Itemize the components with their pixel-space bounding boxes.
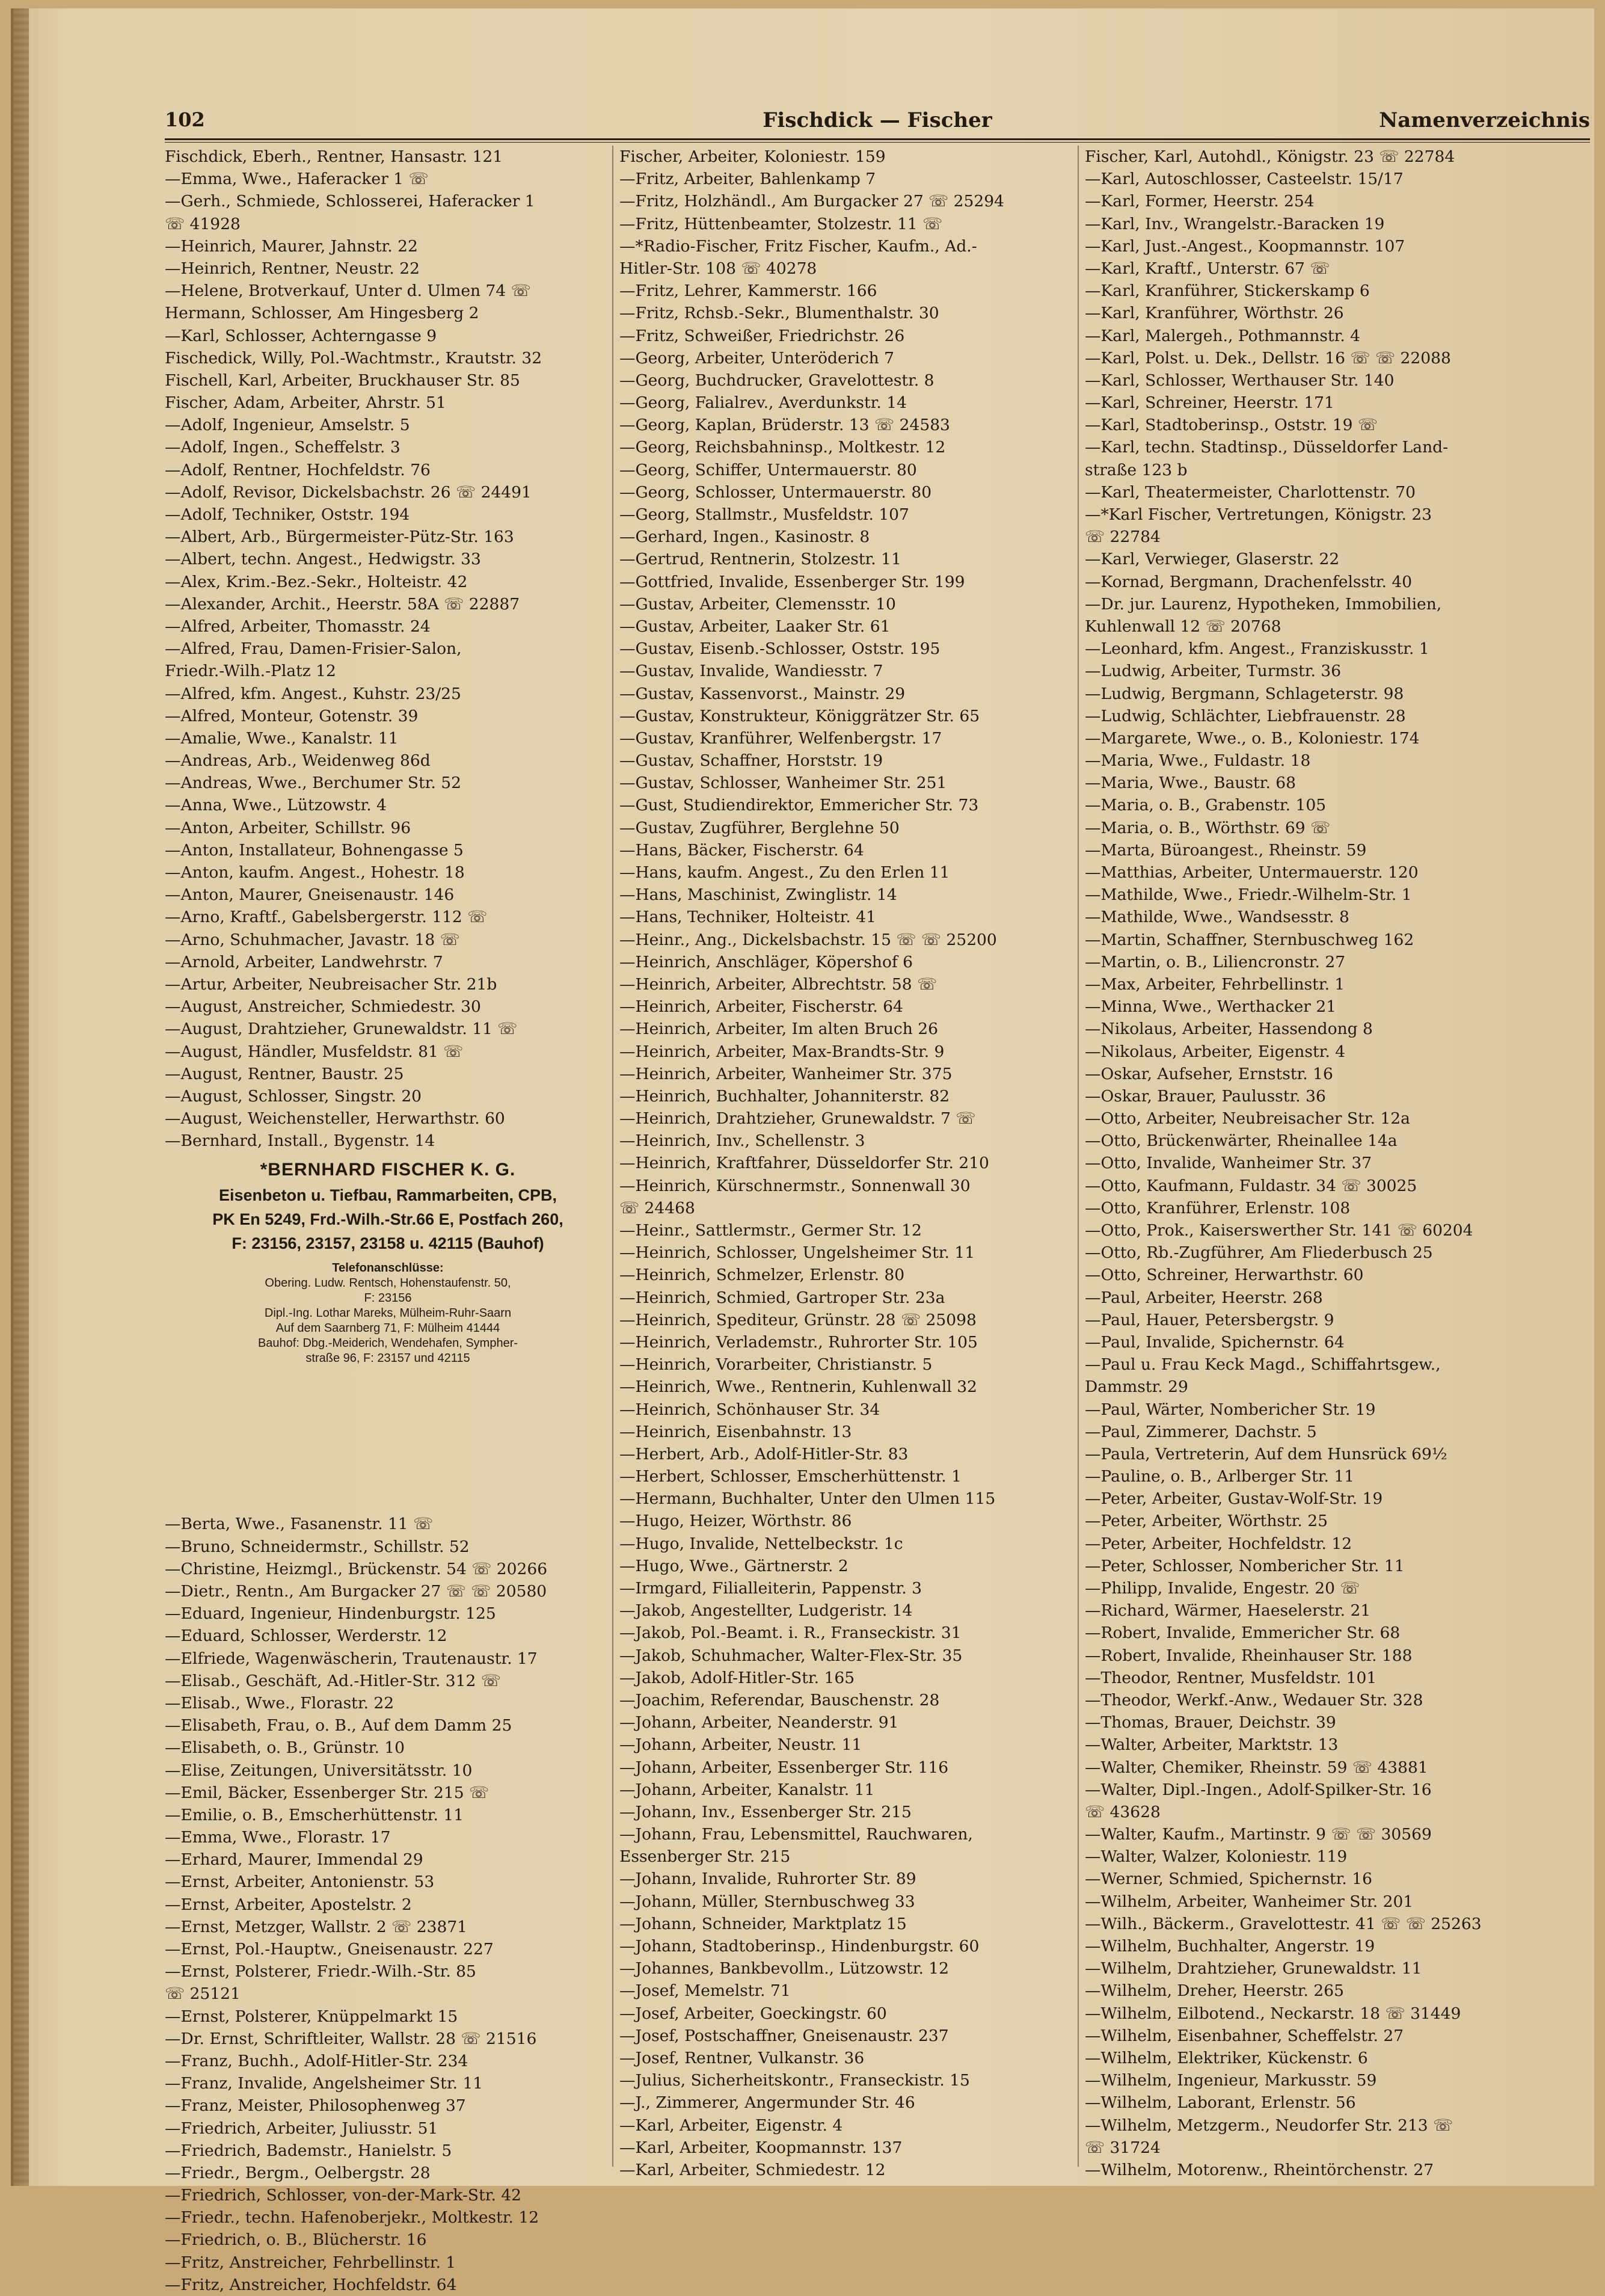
directory-entry: —Karl, Verwieger, Glaserstr. 22: [1085, 550, 1340, 569]
directory-entry: —Heinrich, Rentner, Neustr. 22: [165, 259, 420, 278]
directory-entry: —Karl, Autoschlosser, Casteelstr. 15/17: [1085, 170, 1404, 189]
directory-entry: —Jakob, Schuhmacher, Walter-Flex-Str. 35: [619, 1646, 963, 1665]
directory-entry: —Jakob, Angestellter, Ludgeristr. 14: [619, 1601, 913, 1620]
directory-entry: —Johann, Arbeiter, Neustr. 11: [619, 1735, 862, 1755]
directory-entry: —Heinrich, Verlademstr., Ruhrorter Str. 105: [619, 1332, 978, 1352]
ad-phone-line: Bauhof: Dbg.-Meiderich, Wendehafen, Sympher-: [257, 1337, 518, 1350]
directory-entry: —Karl, Kranführer, Stickerskamp 6: [1085, 282, 1370, 301]
directory-entry: —Heinrich, Arbeiter, Albrechtstr. 58 ☏: [619, 974, 938, 994]
directory-entry: —Johann, Inv., Essenberger Str. 215: [619, 1802, 912, 1821]
directory-entry: —Alexander, Archit., Heerstr. 58A ☏ 22887: [165, 594, 520, 614]
directory-entry: —Friedrich, o. B., Blücherstr. 16: [165, 2230, 427, 2250]
directory-entry: —Fritz, Anstreicher, Fehrbellinstr. 1: [165, 2253, 456, 2272]
directory-entry: —Arno, Schuhmacher, Javastr. 18 ☏: [165, 930, 460, 949]
directory-entry: —Dr. Ernst, Schriftleiter, Wallstr. 28 ☏ 21516: [165, 2029, 537, 2048]
directory-entry: —Elisab., Wwe., Florastr. 22: [165, 1693, 394, 1713]
directory-entry: —Walter, Dipl.-Ingen., Adolf-Spilker-Str. 16: [1085, 1780, 1432, 1799]
directory-entry: —Emma, Wwe., Haferacker 1 ☏: [165, 170, 429, 189]
directory-entry: —August, Weichensteller, Herwarthstr. 60: [165, 1109, 505, 1128]
directory-entry: —Fritz, Lehrer, Kammerstr. 166: [619, 282, 877, 301]
directory-entry: Hermann, Schlosser, Am Hingesberg 2: [165, 304, 479, 323]
directory-entry: —Franz, Invalide, Angelsheimer Str. 11: [165, 2074, 483, 2093]
directory-entry: —Gustav, Arbeiter, Clemensstr. 10: [619, 594, 896, 614]
directory-entry: —Anton, kaufm. Angest., Hohestr. 18: [165, 863, 465, 882]
directory-entry: —Gustav, Kranführer, Welfenbergstr. 17: [619, 728, 942, 748]
directory-entry: —Heinrich, Maurer, Jahnstr. 22: [165, 236, 418, 256]
directory-entry: —Karl, Arbeiter, Eigenstr. 4: [619, 2116, 843, 2135]
directory-entry: —Friedr., techn. Hafenoberjekr., Moltkestr. 12: [165, 2208, 539, 2227]
directory-entry: —Fritz, Rchsb.-Sekr., Blumenthalstr. 30: [619, 304, 939, 323]
directory-entry: —Margarete, Wwe., o. B., Koloniestr. 174: [1085, 728, 1420, 748]
directory-entry: Kuhlenwall 12 ☏ 20768: [1085, 617, 1281, 636]
directory-entry: —Karl, Former, Heerstr. 254: [1085, 192, 1315, 211]
directory-entry: —Fritz, Hüttenbeamter, Stolzestr. 11 ☏: [619, 214, 943, 233]
ad-phone-line: Auf dem Saarnberg 71, F: Mülheim 41444: [275, 1322, 500, 1335]
directory-entry: —Gustav, Schaffner, Horststr. 19: [619, 751, 883, 771]
directory-entry: —Matthias, Arbeiter, Untermauerstr. 120: [1085, 863, 1419, 882]
directory-entry: Fischedick, Willy, Pol.-Wachtmstr., Krautstr. 32: [165, 348, 542, 368]
directory-entry: —Adolf, Ingen., Scheffelstr. 3: [165, 438, 400, 457]
directory-entry: —Wilhelm, Arbeiter, Wanheimer Str. 201: [1085, 1892, 1414, 1911]
directory-entry: —Georg, Buchdrucker, Gravelottestr. 8: [619, 371, 934, 390]
directory-page: [11, 8, 1594, 2294]
directory-entry: —August, Rentner, Baustr. 25: [165, 1064, 404, 1083]
directory-entry: —Johann, Arbeiter, Kanalstr. 11: [619, 1780, 875, 1799]
directory-entry: —Johann, Frau, Lebensmittel, Rauchwaren,: [619, 1825, 973, 1844]
directory-entry: —Adolf, Ingenieur, Amselstr. 5: [165, 416, 410, 435]
directory-entry: —Georg, Stallmstr., Musfeldstr. 107: [619, 505, 909, 524]
directory-entry: Hitler-Str. 108 ☏ 40278: [619, 259, 817, 278]
directory-entry: —Georg, Schiffer, Untermauerstr. 80: [619, 460, 917, 479]
directory-entry: —Hermann, Buchhalter, Unter den Ulmen 115: [619, 1489, 996, 1509]
directory-entry: —Helene, Brotverkauf, Unter d. Ulmen 74 ☏: [165, 282, 531, 301]
directory-entry: —Karl, Schlosser, Werthauser Str. 140: [1085, 371, 1395, 390]
directory-entry: —Ernst, Arbeiter, Apostelstr. 2: [165, 1895, 412, 1914]
directory-entry: —Gertrud, Rentnerin, Stolzestr. 11: [619, 550, 901, 569]
directory-entry: —Wilh., Bäckerm., Gravelottestr. 41 ☏ ☏ 25263: [1085, 1914, 1482, 1933]
directory-entry: —Wilhelm, Eilbotend., Neckarstr. 18 ☏ 31449: [1085, 2004, 1461, 2023]
directory-entry: —Fritz, Arbeiter, Bahlenkamp 7: [619, 170, 876, 189]
directory-entry: —Karl, Kranführer, Wörthstr. 26: [1085, 304, 1344, 323]
column-divider-2: [1078, 146, 1079, 2167]
directory-entry: —*Radio-Fischer, Fritz Fischer, Kaufm., Ad.-: [619, 236, 977, 256]
directory-entry: Fischer, Arbeiter, Koloniestr. 159: [619, 147, 886, 166]
directory-entry: —Georg, Kaplan, Brüderstr. 13 ☏ 24583: [619, 416, 950, 435]
directory-entry: —Arnold, Arbeiter, Landwehrstr. 7: [165, 952, 443, 971]
column-1-entries-bottom: [165, 1513, 611, 2296]
directory-entry: —August, Händler, Musfeldstr. 81 ☏: [165, 1042, 464, 1061]
directory-entry: —Otto, Rb.-Zugführer, Am Fliederbusch 25: [1085, 1243, 1433, 1263]
directory-entry: —Christine, Heizmgl., Brückenstr. 54 ☏ 20266: [165, 1559, 548, 1578]
directory-entry: —Paul, Hauer, Petersbergstr. 9: [1085, 1310, 1334, 1329]
directory-entry: —Walter, Arbeiter, Marktstr. 13: [1085, 1735, 1339, 1755]
directory-entry: —Friedrich, Schlosser, von-der-Mark-Str. 42: [165, 2186, 522, 2205]
directory-entry: —J., Zimmerer, Angermunder Str. 46: [619, 2093, 915, 2113]
directory-entry: —Heinrich, Arbeiter, Max-Brandts-Str. 9: [619, 1042, 945, 1061]
directory-entry: —Heinrich, Arbeiter, Wanheimer Str. 375: [619, 1064, 953, 1083]
directory-entry: —Walter, Chemiker, Rheinstr. 59 ☏ 43881: [1085, 1758, 1428, 1777]
directory-entry: —Ludwig, Arbeiter, Turmstr. 36: [1085, 662, 1342, 681]
directory-entry: —Wilhelm, Metzgerm., Neudorfer Str. 213 ☏: [1085, 2116, 1453, 2135]
directory-entry: Dammstr. 29: [1085, 1377, 1188, 1397]
directory-entry: —Theodor, Werkf.-Anw., Wedauer Str. 328: [1085, 1690, 1423, 1710]
directory-entry: —Adolf, Rentner, Hochfeldstr. 76: [165, 460, 431, 479]
directory-entry: —Ernst, Polsterer, Knüppelmarkt 15: [165, 2007, 458, 2026]
directory-entry: —Hans, Maschinist, Zwinglistr. 14: [619, 885, 897, 905]
directory-entry: —Elise, Zeitungen, Universitätsstr. 10: [165, 1761, 473, 1780]
directory-entry: —*Karl Fischer, Vertretungen, Königstr. 23: [1085, 505, 1432, 524]
directory-entry: —Gottfried, Invalide, Essenberger Str. 199: [619, 572, 965, 591]
column-1: [165, 146, 611, 2296]
directory-entry: —Ernst, Metzger, Wallstr. 2 ☏ 23871: [165, 1917, 468, 1936]
directory-entry: —Ernst, Polsterer, Friedr.-Wilh.-Str. 85: [165, 1962, 476, 1981]
directory-entry: —Paula, Vertreterin, Auf dem Hunsrück 69½: [1085, 1444, 1447, 1463]
directory-entry: —Dietr., Rentn., Am Burgacker 27 ☏ ☏ 20580: [165, 1582, 547, 1601]
directory-entry: —Hugo, Heizer, Wörthstr. 86: [619, 1512, 852, 1531]
directory-entry: —Artur, Arbeiter, Neubreisacher Str. 21b: [165, 974, 497, 994]
directory-entry: —Elfriede, Wagenwäscherin, Trautenaustr. 17: [165, 1649, 538, 1668]
header-rule-thin: [165, 142, 1590, 143]
directory-entry: —Peter, Arbeiter, Gustav-Wolf-Str. 19: [1085, 1489, 1383, 1509]
column-divider-1: [612, 146, 613, 2167]
directory-entry: —Walter, Kaufm., Martinstr. 9 ☏ ☏ 30569: [1085, 1825, 1432, 1844]
column-3: [1085, 146, 1590, 2181]
directory-entry: —Otto, Kaufmann, Fuldastr. 34 ☏ 30025: [1085, 1176, 1417, 1195]
directory-entry: —Martin, o. B., Liliencronstr. 27: [1085, 952, 1346, 971]
directory-entry: —Johann, Arbeiter, Essenberger Str. 116: [619, 1758, 949, 1777]
directory-entry: —Adolf, Revisor, Dickelsbachstr. 26 ☏ 24491: [165, 482, 532, 502]
directory-entry: —Erhard, Maurer, Immendal 29: [165, 1850, 423, 1870]
directory-entry: —Emma, Wwe., Florastr. 17: [165, 1828, 391, 1847]
directory-entry: —Karl, techn. Stadtinsp., Düsseldorfer Land-: [1085, 438, 1449, 457]
directory-entry: —Karl, Stadtoberinsp., Oststr. 19 ☏: [1085, 416, 1378, 435]
directory-entry: —Wilhelm, Motorenw., Rheintörchenstr. 27: [1085, 2160, 1434, 2179]
directory-entry: —Anton, Arbeiter, Schillstr. 96: [165, 818, 411, 837]
directory-entry: —Kornad, Bergmann, Drachenfelsstr. 40: [1085, 572, 1413, 591]
ad-phone-line: F: 23156: [364, 1291, 412, 1305]
directory-entry: —August, Anstreicher, Schmiedestr. 30: [165, 997, 481, 1017]
directory-entry: —Robert, Invalide, Emmericher Str. 68: [1085, 1624, 1401, 1643]
directory-entry: —Philipp, Invalide, Engestr. 20 ☏: [1085, 1579, 1360, 1598]
directory-entry: —Oskar, Brauer, Paulusstr. 36: [1085, 1086, 1326, 1106]
directory-entry: —Mathilde, Wwe., Friedr.-Wilhelm-Str. 1: [1085, 885, 1412, 905]
directory-entry: —Heinrich, Schmelzer, Erlenstr. 80: [619, 1266, 905, 1285]
directory-entry: —Josef, Postschaffner, Gneisenaustr. 237: [619, 2026, 949, 2045]
directory-entry: —Friedrich, Arbeiter, Juliusstr. 51: [165, 2119, 438, 2138]
directory-entry: —Herbert, Arb., Adolf-Hitler-Str. 83: [619, 1444, 909, 1463]
column-1-entries-top: [165, 146, 611, 1152]
directory-entry: —Fritz, Schweißer, Friedrichstr. 26: [619, 326, 905, 345]
directory-entry: —Hans, Bäcker, Fischerstr. 64: [619, 840, 864, 860]
directory-entry: Essenberger Str. 215: [619, 1847, 791, 1867]
directory-entry: —Ludwig, Schlächter, Liebfrauenstr. 28: [1085, 706, 1406, 725]
directory-entry: —Thomas, Brauer, Deichstr. 39: [1085, 1713, 1336, 1732]
directory-entry: —Jakob, Adolf-Hitler-Str. 165: [619, 1668, 855, 1687]
directory-entry: —Karl, Kraftf., Unterstr. 67 ☏: [1085, 259, 1330, 278]
directory-entry: —Gerhard, Ingen., Kasinostr. 8: [619, 528, 870, 547]
directory-entry: —Amalie, Wwe., Kanalstr. 11: [165, 728, 399, 748]
directory-entry: —Heinrich, Schönhauser Str. 34: [619, 1400, 880, 1419]
directory-entry: —Heinrich, Kürschnermstr., Sonnenwall 30: [619, 1176, 971, 1195]
directory-entry: —Emil, Bäcker, Essenberger Str. 215 ☏: [165, 1783, 489, 1802]
directory-entry: —Richard, Wärmer, Haeselerstr. 21: [1085, 1601, 1371, 1620]
directory-entry: —Eduard, Schlosser, Werderstr. 12: [165, 1627, 447, 1646]
directory-entry: —Paul, Arbeiter, Heerstr. 268: [1085, 1288, 1323, 1307]
directory-entry: —Bernhard, Install., Bygenstr. 14: [165, 1131, 435, 1151]
ad-line: Eisenbeton u. Tiefbau, Rammarbeiten, CPB,: [218, 1186, 557, 1205]
directory-entry: —Julius, Sicherheitskontr., Franseckistr. 15: [619, 2071, 970, 2090]
directory-entry: —Alfred, Monteur, Gotenstr. 39: [165, 706, 419, 725]
directory-entry: —Nikolaus, Arbeiter, Hassendong 8: [1085, 1020, 1373, 1039]
directory-entry: —Otto, Schreiner, Herwarthstr. 60: [1085, 1266, 1364, 1285]
directory-entry: —Johann, Arbeiter, Neanderstr. 91: [619, 1713, 899, 1732]
directory-entry: —Paul, Invalide, Spichernstr. 64: [1085, 1332, 1345, 1352]
directory-entry: —Elisabeth, o. B., Grünstr. 10: [165, 1738, 405, 1758]
directory-entry: —Heinrich, Wwe., Rentnerin, Kuhlenwall 32: [619, 1377, 977, 1397]
directory-entry: —Herbert, Schlosser, Emscherhüttenstr. 1: [619, 1467, 962, 1486]
directory-entry: —Heinrich, Arbeiter, Im alten Bruch 26: [619, 1020, 938, 1039]
directory-entry: —Albert, Arb., Bürgermeister-Pütz-Str. 163: [165, 528, 514, 547]
directory-entry: —Otto, Arbeiter, Neubreisacher Str. 12a: [1085, 1109, 1410, 1128]
advertisement-bernhard-fischer: [160, 1157, 616, 1513]
directory-entry: —Hugo, Invalide, Nettelbeckstr. 1c: [619, 1534, 903, 1553]
directory-entry: —Mathilde, Wwe., Wandsesstr. 8: [1085, 908, 1349, 927]
directory-entry: —Johann, Stadtoberinsp., Hindenburgstr. 60: [619, 1937, 980, 1956]
directory-entry: —Karl, Arbeiter, Koopmannstr. 137: [619, 2138, 903, 2157]
directory-entry: —Heinrich, Buchhalter, Johanniterstr. 82: [619, 1086, 950, 1106]
directory-entry: —Wilhelm, Eisenbahner, Scheffelstr. 27: [1085, 2026, 1404, 2045]
directory-entry: straße 123 b: [1085, 460, 1188, 479]
directory-entry: —Arno, Kraftf., Gabelsbergerstr. 112 ☏: [165, 908, 488, 927]
directory-entry: —Hugo, Wwe., Gärtnerstr. 2: [619, 1556, 849, 1575]
directory-entry: —Wilhelm, Buchhalter, Angerstr. 19: [1085, 1937, 1375, 1956]
directory-entry: —Ludwig, Bergmann, Schlageterstr. 98: [1085, 684, 1404, 703]
directory-entry: —Georg, Reichsbahninsp., Moltkestr. 12: [619, 438, 946, 457]
directory-entry: —Theodor, Rentner, Musfeldstr. 101: [1085, 1668, 1377, 1687]
directory-entry: ☏ 24468: [619, 1198, 695, 1217]
directory-entry: —Paul, Wärter, Nombericher Str. 19: [1085, 1400, 1376, 1419]
directory-entry: ☏ 41928: [165, 214, 241, 233]
directory-entry: —Josef, Rentner, Vulkanstr. 36: [619, 2048, 865, 2067]
directory-entry: —Nikolaus, Arbeiter, Eigenstr. 4: [1085, 1042, 1346, 1061]
book-spine-shadow: [13, 8, 29, 2186]
directory-entry: —Otto, Prok., Kaiserswerther Str. 141 ☏ 60204: [1085, 1221, 1473, 1240]
directory-entry: —Maria, Wwe., Fuldastr. 18: [1085, 751, 1311, 771]
directory-entry: —Gustav, Eisenb.-Schlosser, Oststr. 195: [619, 639, 941, 659]
directory-entry: Fischell, Karl, Arbeiter, Bruckhauser Str. 85: [165, 371, 520, 390]
directory-entry: —Heinr., Sattlermstr., Germer Str. 12: [619, 1221, 922, 1240]
directory-entry: —Karl, Arbeiter, Schmiedestr. 12: [619, 2160, 886, 2179]
directory-entry: —Max, Arbeiter, Fehrbellinstr. 1: [1085, 974, 1345, 994]
directory-entry: —Anton, Installateur, Bohnengasse 5: [165, 840, 464, 860]
directory-entry: —Heinr., Ang., Dickelsbachstr. 15 ☏ ☏ 25200: [619, 930, 997, 949]
directory-entry: —Alfred, Arbeiter, Thomasstr. 24: [165, 617, 431, 636]
directory-entry: —Eduard, Ingenieur, Hindenburgstr. 125: [165, 1604, 496, 1624]
directory-entry: —Wilhelm, Ingenieur, Markusstr. 59: [1085, 2071, 1377, 2090]
directory-entry: —Heinrich, Spediteur, Grünstr. 28 ☏ 25098: [619, 1310, 977, 1329]
page-number: 102: [165, 108, 205, 131]
directory-entry: —Martin, Schaffner, Sternbuschweg 162: [1085, 930, 1414, 949]
directory-entry: —Alex, Krim.-Bez.-Sekr., Holteistr. 42: [165, 572, 468, 591]
directory-entry: —Heinrich, Schlosser, Ungelsheimer Str. 11: [619, 1243, 975, 1263]
directory-entry: —Gust, Studiendirektor, Emmericher Str. 73: [619, 796, 979, 815]
directory-entry: —Jakob, Pol.-Beamt. i. R., Franseckistr. 31: [619, 1624, 962, 1643]
directory-entry: —Dr. jur. Laurenz, Hypotheken, Immobilien,: [1085, 594, 1442, 614]
directory-entry: —Friedr., Bergm., Oelbergstr. 28: [165, 2163, 431, 2182]
directory-entry: —Johann, Müller, Sternbuschweg 33: [619, 1892, 915, 1911]
directory-entry: —Wilhelm, Elektriker, Kückenstr. 6: [1085, 2048, 1368, 2067]
directory-entry: —Peter, Schlosser, Nombericher Str. 11: [1085, 1556, 1405, 1575]
directory-entry: —Ernst, Arbeiter, Antonienstr. 53: [165, 1873, 435, 1892]
directory-entry: —Karl, Schlosser, Achterngasse 9: [165, 326, 437, 345]
directory-entry: —Paul, Zimmerer, Dachstr. 5: [1085, 1422, 1317, 1441]
directory-entry: —Ernst, Pol.-Hauptw., Gneisenaustr. 227: [165, 1940, 494, 1959]
ad-phone-line: straße 96, F: 23157 und 42115: [305, 1352, 470, 1365]
directory-entry: —Gustav, Arbeiter, Laaker Str. 61: [619, 617, 891, 636]
directory-entry: —Werner, Schmied, Spichernstr. 16: [1085, 1870, 1372, 1889]
ad-line: F: 23156, 23157, 23158 u. 42115 (Bauhof): [232, 1234, 544, 1253]
directory-entry: —Alfred, kfm. Angest., Kuhstr. 23/25: [165, 684, 461, 703]
column-2: [619, 146, 1066, 2181]
directory-entry: —Karl, Malergeh., Pothmannstr. 4: [1085, 326, 1361, 345]
directory-entry: —Gustav, Invalide, Wandiesstr. 7: [619, 662, 883, 681]
directory-entry: —Elisabeth, Frau, o. B., Auf dem Damm 25: [165, 1716, 512, 1735]
directory-entry: —Peter, Arbeiter, Hochfeldstr. 12: [1085, 1534, 1352, 1553]
directory-entry: —Berta, Wwe., Fasanenstr. 11 ☏: [165, 1515, 434, 1534]
directory-entry: —Karl, Theatermeister, Charlottenstr. 70: [1085, 482, 1416, 502]
directory-entry: —Gustav, Zugführer, Berglehne 50: [619, 818, 900, 837]
directory-entry: Fischer, Adam, Arbeiter, Ahrstr. 51: [165, 393, 446, 413]
directory-entry: —Heinrich, Drahtzieher, Grunewaldstr. 7 ☏: [619, 1109, 976, 1128]
directory-entry: —Andreas, Arb., Weidenweg 86d: [165, 751, 431, 771]
directory-entry: —Georg, Falialrev., Averdunkstr. 14: [619, 393, 907, 413]
directory-entry: —Johann, Schneider, Marktplatz 15: [619, 1914, 907, 1933]
directory-entry: —Georg, Schlosser, Untermauerstr. 80: [619, 482, 932, 502]
directory-entry: —Josef, Arbeiter, Goeckingstr. 60: [619, 2004, 887, 2023]
directory-entry: —Robert, Invalide, Rheinhauser Str. 188: [1085, 1646, 1413, 1665]
directory-entry: ☏ 43628: [1085, 1802, 1161, 1821]
directory-entry: —Leonhard, kfm. Angest., Franziskusstr. 1: [1085, 639, 1429, 659]
column-3-entries: [1085, 146, 1590, 2181]
directory-entry: —Josef, Memelstr. 71: [619, 1981, 791, 2001]
directory-entry: —Johann, Invalide, Ruhrorter Str. 89: [619, 1870, 916, 1889]
directory-entry: —Pauline, o. B., Arlberger Str. 11: [1085, 1467, 1355, 1486]
directory-entry: —Heinrich, Kraftfahrer, Düsseldorfer Str. 210: [619, 1154, 989, 1173]
directory-entry: —Karl, Just.-Angest., Koopmannstr. 107: [1085, 236, 1405, 256]
directory-entry: —Fritz, Anstreicher, Hochfeldstr. 64: [165, 2275, 457, 2294]
directory-entry: —Anton, Maurer, Gneisenaustr. 146: [165, 885, 455, 905]
directory-entry: Friedr.-Wilh.-Platz 12: [165, 662, 336, 681]
directory-entry: —Gustav, Konstrukteur, Königgrätzer Str. 65: [619, 706, 980, 725]
directory-entry: —Albert, techn. Angest., Hedwigstr. 33: [165, 550, 481, 569]
directory-entry: —Wilhelm, Drahtzieher, Grunewaldstr. 11: [1085, 1959, 1422, 1978]
directory-entry: —Peter, Arbeiter, Wörthstr. 25: [1085, 1512, 1328, 1531]
directory-entry: ☏ 25121: [165, 1984, 241, 2004]
directory-entry: —Emilie, o. B., Emscherhüttenstr. 11: [165, 1805, 464, 1824]
directory-entry: —Maria, Wwe., Baustr. 68: [1085, 774, 1297, 793]
directory-entry: —Elisab., Geschäft, Ad.-Hitler-Str. 312 ☏: [165, 1671, 501, 1690]
directory-entry: —Oskar, Aufseher, Ernststr. 16: [1085, 1064, 1333, 1083]
directory-entry: —Maria, o. B., Grabenstr. 105: [1085, 796, 1327, 815]
directory-entry: —Anna, Wwe., Lützowstr. 4: [165, 796, 387, 815]
directory-entry: —Friedrich, Bademstr., Hanielstr. 5: [165, 2141, 452, 2160]
directory-entry: —Otto, Invalide, Wanheimer Str. 37: [1085, 1154, 1372, 1173]
directory-entry: —Marta, Büroangest., Rheinstr. 59: [1085, 840, 1367, 860]
directory-entry: —Adolf, Techniker, Oststr. 194: [165, 505, 410, 524]
directory-entry: —Wilhelm, Dreher, Heerstr. 265: [1085, 1981, 1344, 2001]
directory-entry: —Hans, Techniker, Holteistr. 41: [619, 908, 876, 927]
directory-entry: —Irmgard, Filialleiterin, Pappenstr. 3: [619, 1579, 922, 1598]
directory-entry: —Otto, Kranführer, Erlenstr. 108: [1085, 1198, 1351, 1217]
directory-entry: —Minna, Wwe., Werthacker 21: [1085, 997, 1337, 1017]
page-header: [165, 105, 1590, 138]
directory-entry: —Paul u. Frau Keck Magd., Schiffahrtsgew.,: [1085, 1355, 1441, 1374]
directory-entry: Fischdick, Eberh., Rentner, Hansastr. 121: [165, 147, 503, 166]
directory-entry: —Georg, Arbeiter, Unteröderich 7: [619, 348, 894, 368]
directory-entry: —August, Schlosser, Singstr. 20: [165, 1086, 422, 1106]
directory-entry: —Franz, Meister, Philosophenweg 37: [165, 2096, 466, 2116]
directory-entry: —Maria, o. B., Wörthstr. 69 ☏: [1085, 818, 1331, 837]
directory-entry: —Karl, Schreiner, Heerstr. 171: [1085, 393, 1334, 413]
directory-entry: —Gustav, Kassenvorst., Mainstr. 29: [619, 684, 906, 703]
ad-phone-line: Dipl.-Ing. Lothar Mareks, Mülheim-Ruhr-Saarn: [264, 1307, 512, 1320]
directory-entry: —Heinrich, Anschläger, Köpershof 6: [619, 952, 913, 971]
directory-entry: —Joachim, Referendar, Bauschenstr. 28: [619, 1690, 940, 1710]
column-2-entries: [619, 146, 1066, 2181]
ad-phone-line: Obering. Ludw. Rentsch, Hohenstaufenstr. 50,: [265, 1276, 511, 1290]
ad-line: PK En 5249, Frd.-Wilh.-Str.66 E, Postfach 260,: [212, 1210, 563, 1229]
directory-entry: —Andreas, Wwe., Berchumer Str. 52: [165, 774, 461, 793]
ad-phone-title: Telefonanschlüsse:: [332, 1261, 444, 1275]
directory-entry: —August, Drahtzieher, Grunewaldstr. 11 ☏: [165, 1020, 518, 1039]
directory-entry: —Heinrich, Schmied, Gartroper Str. 23a: [619, 1288, 945, 1307]
directory-entry: —Hans, kaufm. Angest., Zu den Erlen 11: [619, 863, 950, 882]
directory-entry: —Karl, Polst. u. Dek., Dellstr. 16 ☏ ☏ 22088: [1085, 348, 1451, 368]
directory-entry: —Walter, Walzer, Koloniestr. 119: [1085, 1847, 1348, 1867]
section-title: Namenverzeichnis: [1379, 108, 1590, 132]
header-rule: [165, 138, 1590, 140]
ad-firm-name: *BERNHARD FISCHER K. G.: [260, 1160, 516, 1180]
directory-entry: —Johannes, Bankbevollm., Lützowstr. 12: [619, 1959, 950, 1978]
directory-entry: ☏ 31724: [1085, 2138, 1161, 2157]
directory-entry: —Alfred, Frau, Damen-Frisier-Salon,: [165, 639, 462, 659]
directory-entry: —Heinrich, Eisenbahnstr. 13: [619, 1422, 852, 1441]
directory-entry: —Heinrich, Inv., Schellenstr. 3: [619, 1131, 865, 1151]
directory-entry: —Gerh., Schmiede, Schlosserei, Haferacker 1: [165, 192, 535, 211]
directory-entry: —Heinrich, Vorarbeiter, Christianstr. 5: [619, 1355, 933, 1374]
directory-entry: —Gustav, Schlosser, Wanheimer Str. 251: [619, 774, 947, 793]
directory-entry: —Wilhelm, Laborant, Erlenstr. 56: [1085, 2093, 1356, 2113]
page-title: Fischdick — Fischer: [763, 108, 992, 132]
directory-entry: Fischer, Karl, Autohdl., Königstr. 23 ☏ 22784: [1085, 147, 1455, 166]
directory-entry: —Heinrich, Arbeiter, Fischerstr. 64: [619, 997, 903, 1017]
directory-entry: —Fritz, Holzhändl., Am Burgacker 27 ☏ 25294: [619, 192, 1004, 211]
directory-entry: —Bruno, Schneidermstr., Schillstr. 52: [165, 1537, 470, 1556]
directory-entry: —Franz, Buchh., Adolf-Hitler-Str. 234: [165, 2051, 468, 2070]
directory-entry: ☏ 22784: [1085, 528, 1161, 547]
directory-entry: —Otto, Brückenwärter, Rheinallee 14a: [1085, 1131, 1398, 1151]
directory-entry: —Karl, Inv., Wrangelstr.-Baracken 19: [1085, 214, 1385, 233]
